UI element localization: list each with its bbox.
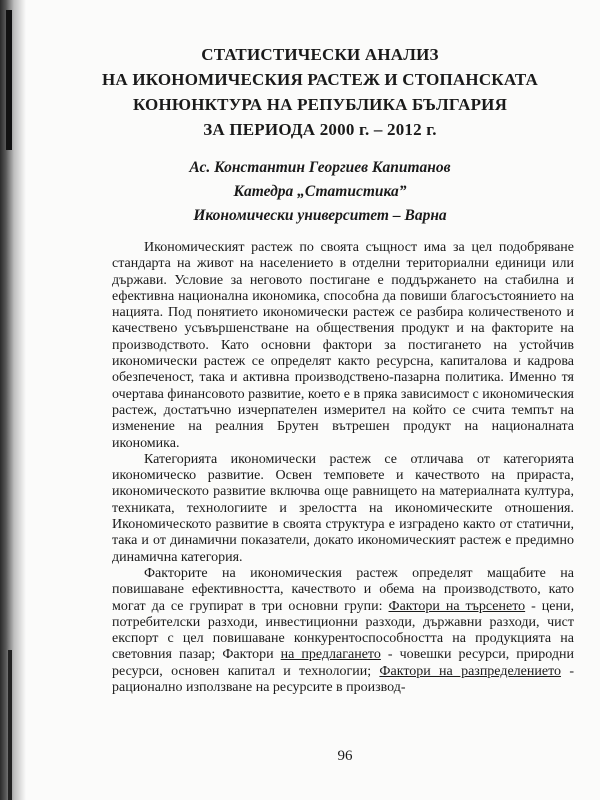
paragraph-text: - рационално използване на ресурсите в производ- — [112, 663, 574, 696]
title-line: СТАТИСТИЧЕСКИ АНАЛИЗ — [201, 45, 439, 64]
paragraph: Категорията икономически растеж се отличава от категорията икономическо развитие. Освен темповете и качеството на прираста, икономическото развитие включва още равнището на материалната култура, техниката, технологиите и зрелостта на икономическите отношения. Икономическото развитие в своята структура е изградено както от статични, така и от динамични показатели, докато икономическият растеж е предимно динамична категория. — [112, 451, 574, 565]
underlined-term: на предлагането — [280, 647, 381, 663]
body-text — [112, 240, 574, 696]
binding-shadow — [0, 0, 26, 800]
paragraph: Икономическият растеж по своята същност има за цел подобряване стандарта на живот на населението в отделни териториални единици или държави. Условие за неговото постигане е поддържането на стабилна и ефективна национална икономика, способна да повиши благосъстоянието на нацията. Под понятието икономически растеж се разбира количественото и качествено усъвършенстване на обществения продукт и на факторите на производството. Като основни фактори за постигането на устойчив икономически растеж се определят както ресурсна, капиталова и кадрова обезпеченост, така и активна производствено-пазарна политика. Именно тя очертава финансовото развитие, което е в пряка зависимост с икономическия растеж, достатъчно изчерпателен измерител на който се счита темпът на изменение на реалния Брутен вътрешен продукт на националната икономика. — [112, 240, 574, 451]
author-block — [120, 156, 520, 228]
paragraph-text: - човешки ресурси, природни ресурси, основен капитал и технологии; — [112, 647, 574, 679]
title-line: ЗА ПЕРИОДА 2000 г. – 2012 г. — [203, 120, 437, 139]
paragraph-text: - цени, потребителски разходи, инвестиционни разходи, държавни разходи, чист експорт с цел повишаване конкурентоспособността на продукцията на световния пазар; Фактори — [112, 598, 574, 663]
author-university: Икономически университет – Варна — [193, 207, 447, 224]
underlined-term: Фактори на разпределението — [379, 663, 562, 679]
title-line: НА ИКОНОМИЧЕСКИЯ РАСТЕЖ И СТОПАНСКАТА — [101, 70, 538, 89]
paragraph-text: Факторите на икономическия растеж определят мащабите на повишаване ефективността, качеството и обема на производството, като могат да се групират в три основни групи: — [112, 565, 574, 614]
paper-title — [100, 42, 540, 142]
binding-mark — [6, 10, 12, 150]
page-number: 96 — [337, 748, 353, 764]
title-line: КОНЮНКТУРА НА РЕПУБЛИКА БЪЛГАРИЯ — [132, 95, 508, 114]
author-department: Катедра „Статистика” — [233, 183, 407, 200]
paragraph — [112, 566, 574, 696]
binding-mark — [8, 650, 12, 800]
underlined-term: Фактори на търсенето — [388, 598, 526, 614]
author-name: Ас. Константин Георгиев Капитанов — [189, 159, 451, 176]
